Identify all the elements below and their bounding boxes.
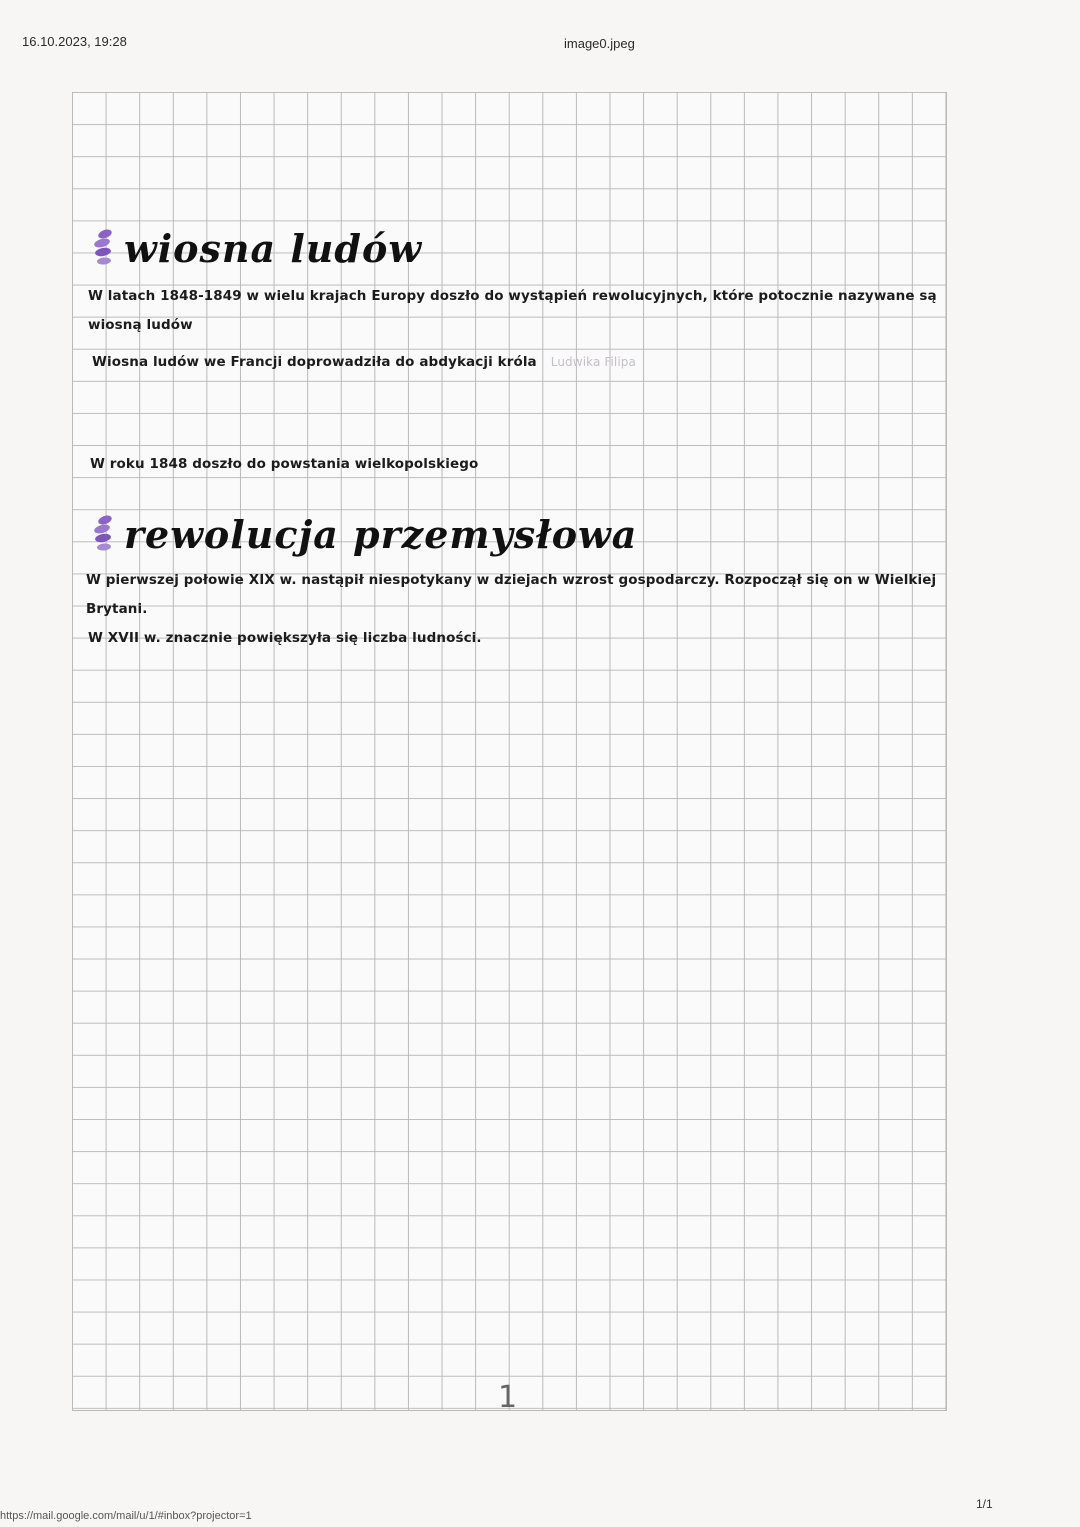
print-url: https://mail.google.com/mail/u/1/#inbox?projector=1 <box>0 1510 252 1522</box>
section-heading-wiosna-ludow <box>92 226 422 277</box>
section-heading-text: wiosna ludów <box>124 226 423 271</box>
section-heading-text: rewolucja przemysłowa <box>124 512 638 557</box>
lavender-leaf-icon <box>92 228 118 277</box>
paragraph-text: Wiosna ludów we Francji doprowadziła do abdykacji króla <box>92 354 537 370</box>
paragraph: W XVII w. znacznie powiększyła się liczba ludności. <box>88 630 482 646</box>
section-heading-rewolucja-przemyslowa <box>92 512 637 563</box>
paragraph: W roku 1848 doszło do powstania wielkopolskiego <box>90 456 479 472</box>
faint-answer-text: Ludwika Filipa <box>550 355 636 369</box>
paragraph: W latach 1848-1849 w wielu krajach Europy doszło do wystąpień rewolucyjnych, które potocznie nazywane są wiosną ludów <box>88 288 937 333</box>
paragraph: W pierwszej połowie XIX w. nastąpił niespotykany w dziejach wzrost gospodarczy. Rozpoczął się on w Wielkiej Brytani. <box>86 572 937 617</box>
print-filename: image0.jpeg <box>564 36 635 51</box>
paragraph-abdication <box>92 348 952 377</box>
page-number: 1 <box>498 1380 518 1415</box>
lavender-leaf-icon <box>92 514 118 563</box>
print-page-count: 1/1 <box>976 1497 993 1511</box>
print-datetime: 16.10.2023, 19:28 <box>22 34 127 49</box>
